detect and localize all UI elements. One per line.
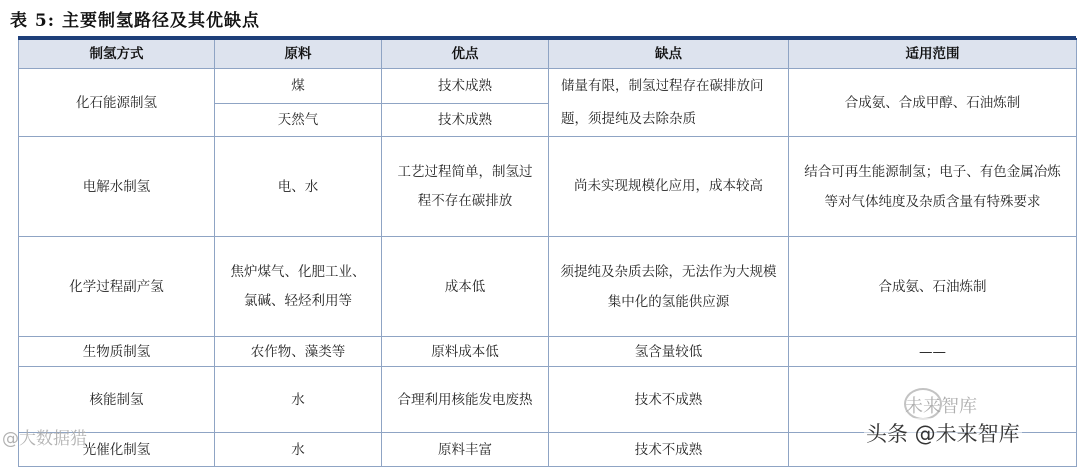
cell-cons: 须提纯及杂质去除，无法作为大规模集中化的氢能供应源	[549, 237, 789, 337]
cell-pros: 原料成本低	[382, 337, 549, 367]
cell-scope: 合成氨、石油炼制	[789, 237, 1077, 337]
cell-method: 化石能源制氢	[19, 69, 215, 137]
cell-cons: 技术不成熟	[549, 367, 789, 433]
cell-material: 煤	[215, 69, 382, 104]
cell-material: 电、水	[215, 137, 382, 237]
header-method: 制氢方式	[19, 39, 215, 69]
cell-scope: ——	[789, 337, 1077, 367]
cell-pros: 工艺过程简单，制氢过程不存在碳排放	[382, 137, 549, 237]
watermark-middle: 未来智库	[905, 396, 977, 417]
cell-cons: 氢含量较低	[549, 337, 789, 367]
table-row	[19, 69, 1077, 104]
table-row	[19, 237, 1077, 337]
cell-material: 水	[215, 433, 382, 467]
table-header-row	[19, 39, 1077, 69]
cell-method: 生物质制氢	[19, 337, 215, 367]
cell-method: 化学过程副产氢	[19, 237, 215, 337]
cell-material: 天然气	[215, 104, 382, 137]
watermark-left: @大数据猎	[2, 429, 87, 449]
cell-material: 农作物、藻类等	[215, 337, 382, 367]
table-row	[19, 337, 1077, 367]
cell-cons: 尚未实现规模化应用，成本较高	[549, 137, 789, 237]
table-title: 表 5: 主要制氢路径及其优缺点	[10, 11, 260, 31]
cell-pros: 原料丰富	[382, 433, 549, 467]
header-cons: 缺点	[549, 39, 789, 69]
watermark-right: 头条 @未来智库	[864, 418, 1022, 448]
cell-material: 水	[215, 367, 382, 433]
cell-method: 电解水制氢	[19, 137, 215, 237]
cell-scope: 合成氨、合成甲醇、石油炼制	[789, 69, 1077, 137]
cell-pros: 技术成熟	[382, 104, 549, 137]
cell-pros: 合理利用核能发电废热	[382, 367, 549, 433]
cell-method: 核能制氢	[19, 367, 215, 433]
cell-scope: 结合可再生能源制氢；电子、有色金属冶炼等对气体纯度及杂质含量有特殊要求	[789, 137, 1077, 237]
header-pros: 优点	[382, 39, 549, 69]
cell-method: 光催化制氢	[19, 433, 215, 467]
header-material: 原料	[215, 39, 382, 69]
cell-cons: 储量有限，制氢过程存在碳排放问题，须提纯及去除杂质	[549, 69, 789, 137]
table-row	[19, 137, 1077, 237]
cell-cons: 技术不成熟	[549, 433, 789, 467]
cell-pros: 技术成熟	[382, 69, 549, 104]
cell-material: 焦炉煤气、化肥工业、氯碱、轻烃利用等	[215, 237, 382, 337]
cell-pros: 成本低	[382, 237, 549, 337]
header-scope: 适用范围	[789, 39, 1077, 69]
